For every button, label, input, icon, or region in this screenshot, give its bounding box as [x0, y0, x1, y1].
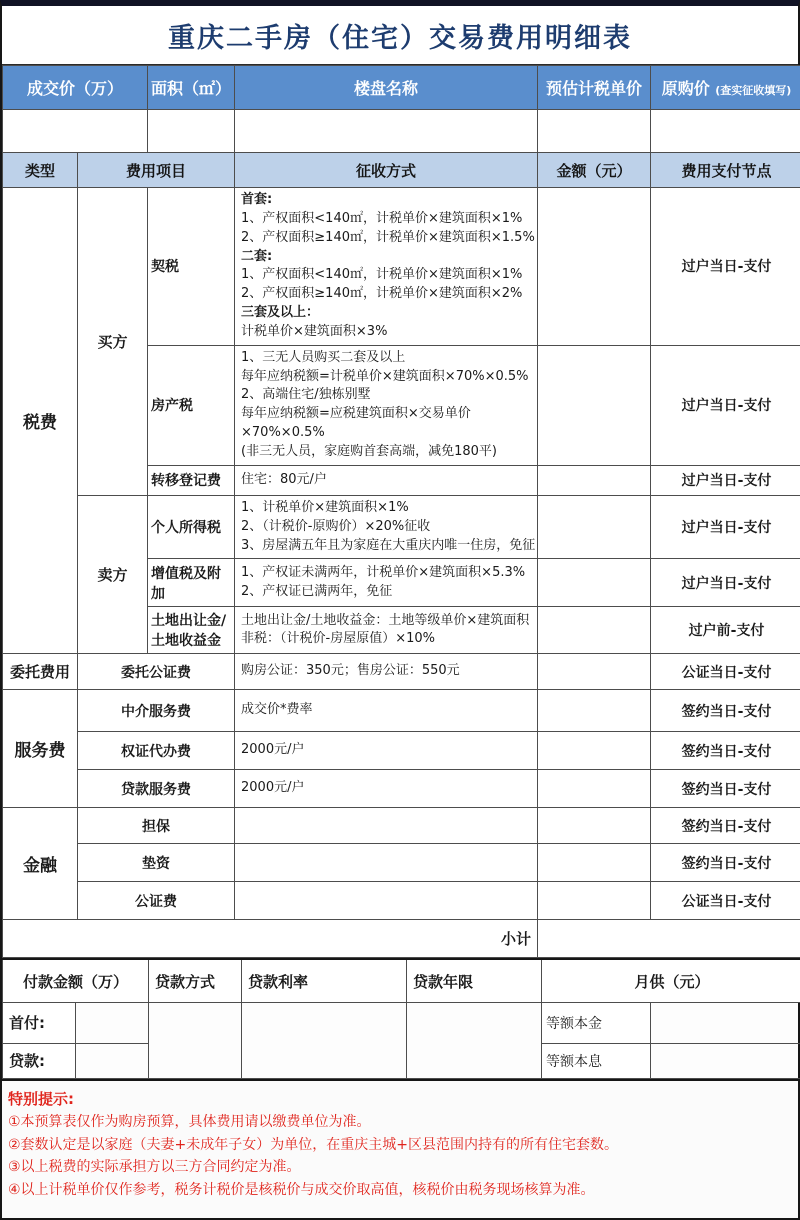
fee-name-guarantee: 担保 — [78, 808, 235, 844]
pay-node-guarantee: 签约当日-支付 — [651, 808, 800, 844]
pay-node-agency: 签约当日-支付 — [651, 690, 800, 732]
special-notes — [2, 1079, 798, 1218]
fee-desc-notary-empty[interactable] — [235, 882, 538, 920]
fee-name-agency: 中介服务费 — [78, 690, 235, 732]
table-row-agency-fee — [3, 690, 800, 732]
loan-term-input-cell[interactable] — [407, 1002, 542, 1078]
original-price-note: (查实征收填写) — [715, 84, 791, 97]
pay-node-loan-service: 签约当日-支付 — [651, 770, 800, 808]
pay-node-income-tax: 过户当日-支付 — [651, 495, 800, 559]
fee-desc-warrant: 2000元/户 — [235, 732, 538, 770]
fee-name-notary: 公证费 — [78, 882, 235, 920]
note-item-1: ①本预算表仅作为购房预算，具体费用请以缴费单位为准。 — [8, 1111, 790, 1134]
loan-amount-input-cell[interactable] — [76, 1043, 149, 1078]
subtotal-label: 小计 — [3, 920, 538, 958]
amount-land-fee-input-cell[interactable] — [538, 607, 651, 654]
fee-desc-loan-service: 2000元/户 — [235, 770, 538, 808]
fee-desc-land-fee: 土地出让金/土地收益金：土地等级单价×建筑面积 非税：（计税价-房屋原值）×10% — [235, 607, 538, 654]
pay-node-property-tax: 过户当日-支付 — [651, 345, 800, 465]
fee-desc-deed-tax: 首套: 1、产权面积<140㎡，计税单价×建筑面积×1% 2、产权面积≥140㎡，计税单价×建筑面积×1.5% 二套: 1、产权面积<140㎡，计税单价×建筑面积×1% 2、产权面积≥140㎡，计税单价×建筑面积×2% 三套及以上： 计税单价×建筑面积×3% — [235, 188, 538, 346]
group-label-service: 服务费 — [3, 690, 78, 808]
fee-name-vat: 增值税及附加 — [148, 559, 235, 607]
table-row-notary-fee — [3, 882, 800, 920]
amount-notary-input-cell[interactable] — [538, 882, 651, 920]
fee-name-entrust-notary: 委托公证费 — [78, 654, 235, 690]
note-item-3: ③以上税费的实际承担方以三方合同约定为准。 — [8, 1156, 790, 1179]
side-label-seller: 卖方 — [78, 495, 148, 654]
col-header-est-tax-price: 预估计税单价 — [538, 66, 651, 110]
fee-name-income-tax: 个人所得税 — [148, 495, 235, 559]
amount-income-tax-input-cell[interactable] — [538, 495, 651, 559]
fee-header-method: 征收方式 — [235, 153, 538, 188]
original-price-input-cell[interactable] — [651, 110, 800, 153]
amount-advance-input-cell[interactable] — [538, 844, 651, 882]
fee-desc-income-tax: 1、计税单价×建筑面积×1% 2、（计税价-原购价）×20%征收 3、房屋满五年且为家庭在大重庆内唯一住房，免征 — [235, 495, 538, 559]
amount-vat-input-cell[interactable] — [538, 559, 651, 607]
fee-header-item: 费用项目 — [78, 153, 235, 188]
fee-desc-advance-empty[interactable] — [235, 844, 538, 882]
fee-header-pay-node: 费用支付节点 — [651, 153, 800, 188]
loan-header-monthly: 月供（元） — [542, 959, 800, 1002]
note-item-2: ②套数认定是以家庭（夫妻+未成年子女）为单位，在重庆主城+区县范围内持有的所有住宅套数。 — [8, 1134, 790, 1157]
equal-principal-label: 等额本金 — [542, 1002, 651, 1043]
main-fee-table — [2, 65, 800, 958]
fee-name-transfer-fee: 转移登记费 — [148, 465, 235, 495]
table-row-warrant-fee — [3, 732, 800, 770]
fee-name-advance: 垫资 — [78, 844, 235, 882]
loan-header-payment-amount: 付款金额（万） — [3, 959, 149, 1002]
table-row-advance — [3, 844, 800, 882]
table-row-loan-service-fee — [3, 770, 800, 808]
amount-loan-service-input-cell[interactable] — [538, 770, 651, 808]
group-label-finance: 金融 — [3, 808, 78, 920]
table-row-guarantee — [3, 808, 800, 844]
pay-node-advance: 签约当日-支付 — [651, 844, 800, 882]
area-input-cell[interactable] — [148, 110, 235, 153]
amount-guarantee-input-cell[interactable] — [538, 808, 651, 844]
pay-node-transfer-fee: 过户当日-支付 — [651, 465, 800, 495]
loan-type-input-cell[interactable] — [149, 1002, 242, 1078]
est-tax-price-input-cell[interactable] — [538, 110, 651, 153]
loan-rate-input-cell[interactable] — [242, 1002, 407, 1078]
fee-name-land-fee: 土地出让金/土地收益金 — [148, 607, 235, 654]
col-header-original-price — [651, 66, 800, 110]
loan-header-loan-type: 贷款方式 — [149, 959, 242, 1002]
pay-node-land-fee: 过户前-支付 — [651, 607, 800, 654]
fee-header-type: 类型 — [3, 153, 78, 188]
loan-table — [2, 958, 800, 1079]
amount-deed-tax-input-cell[interactable] — [538, 188, 651, 346]
down-payment-label: 首付: — [3, 1002, 76, 1043]
table-row-entrust-notary — [3, 654, 800, 690]
table-row-income-tax — [3, 495, 800, 559]
col-header-deal-price: 成交价（万） — [3, 66, 148, 110]
fee-name-loan-service: 贷款服务费 — [78, 770, 235, 808]
pay-node-notary: 公证当日-支付 — [651, 882, 800, 920]
equal-installment-label: 等额本息 — [542, 1043, 651, 1078]
fee-name-deed-tax: 契税 — [148, 188, 235, 346]
fee-name-property-tax: 房产税 — [148, 345, 235, 465]
amount-property-tax-input-cell[interactable] — [538, 345, 651, 465]
fee-header-amount: 金额（元） — [538, 153, 651, 188]
amount-warrant-input-cell[interactable] — [538, 732, 651, 770]
col-header-area: 面积（㎡） — [148, 66, 235, 110]
pay-node-warrant: 签约当日-支付 — [651, 732, 800, 770]
original-price-label: 原购价 — [662, 79, 710, 98]
amount-transfer-fee-input-cell[interactable] — [538, 465, 651, 495]
table-row-subtotal — [3, 920, 800, 958]
down-payment-input-cell[interactable] — [76, 1002, 149, 1043]
side-label-buyer: 买方 — [78, 188, 148, 496]
equal-principal-input-cell[interactable] — [651, 1002, 800, 1043]
pay-node-deed-tax: 过户当日-支付 — [651, 188, 800, 346]
project-name-input-cell[interactable] — [235, 110, 538, 153]
fee-desc-agency: 成交价*费率 — [235, 690, 538, 732]
loan-header-loan-rate: 贷款利率 — [242, 959, 407, 1002]
table-row-deed-tax — [3, 188, 800, 346]
group-label-tax: 税费 — [3, 188, 78, 654]
fee-desc-vat: 1、产权证未满两年，计税单价×建筑面积×5.3% 2、产权证已满两年，免征 — [235, 559, 538, 607]
fee-desc-guarantee-empty[interactable] — [235, 808, 538, 844]
fee-desc-property-tax: 1、三无人员购买二套及以上 每年应纳税额=计税单价×建筑面积×70%×0.5% 2、高端住宅/独栋别墅 每年应纳税额=应税建筑面积×交易单价 ×70%×0.5% (非三无人员，家庭购首套高端，减免180平) — [235, 345, 538, 465]
amount-agency-input-cell[interactable] — [538, 690, 651, 732]
loan-amount-label: 贷款: — [3, 1043, 76, 1078]
fee-name-warrant: 权证代办费 — [78, 732, 235, 770]
note-item-4: ④以上计税单价仅作参考，税务计税价是核税价与成交价取高值，核税价由税务现场核算为准。 — [8, 1179, 790, 1202]
page-title: 重庆二手房（住宅）交易费用明细表 — [2, 6, 798, 65]
notes-title: 特别提示: — [8, 1087, 790, 1111]
fee-desc-entrust-notary: 购房公证：350元；售房公证：550元 — [235, 654, 538, 690]
pay-node-vat: 过户当日-支付 — [651, 559, 800, 607]
subtotal-amount-input-cell[interactable] — [538, 920, 800, 958]
loan-header-loan-term: 贷款年限 — [407, 959, 542, 1002]
deal-price-input-cell[interactable] — [3, 110, 148, 153]
group-label-entrust: 委托费用 — [3, 654, 78, 690]
fee-desc-transfer-fee: 住宅：80元/户 — [235, 465, 538, 495]
pay-node-entrust-notary: 公证当日-支付 — [651, 654, 800, 690]
col-header-project-name: 楼盘名称 — [235, 66, 538, 110]
amount-entrust-notary-input-cell[interactable] — [538, 654, 651, 690]
equal-installment-input-cell[interactable] — [651, 1043, 800, 1078]
